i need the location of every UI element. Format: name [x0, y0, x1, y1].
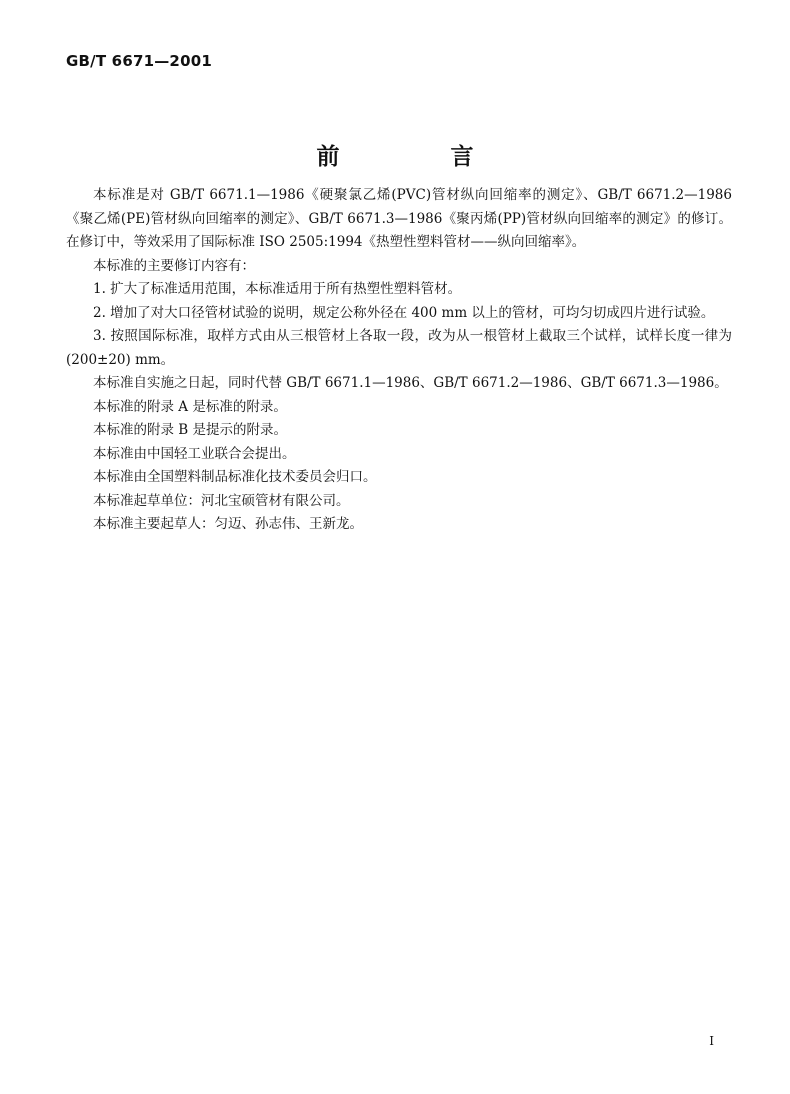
paragraph-drafting-unit: 本标准起草单位：河北宝硕管材有限公司。	[93, 492, 350, 509]
paragraph-proposed-by: 本标准由中国轻工业联合会提出。	[93, 445, 296, 462]
paragraph-revision-note: 本标准是对 GB/T 6671.1—1986《硬聚氯乙烯(PVC)管材纵向回缩率的测定》、GB/T 6671.2—1986《聚乙烯(PE)管材纵向回缩率的测定》、GB/T 6671.3—1986《聚丙烯(PP)管材纵向回缩率的测定》的修订。在修订中，等效采用了国际标准 ISO 2505:1994《热塑性塑料管材——纵向回缩率》。	[66, 187, 732, 250]
standard-code: GB/T 6671—2001	[66, 52, 212, 70]
paragraph-change-2: 2. 增加了对大口径管材试验的说明，规定公称外径在 400 mm 以上的管材，可均匀切成四片进行试验。	[93, 304, 715, 321]
foreword-body	[66, 184, 732, 537]
paragraph-annex-a: 本标准的附录 A 是标准的附录。	[93, 398, 287, 415]
paragraph-replaces: 本标准自实施之日起，同时代替 GB/T 6671.1—1986、GB/T 6671.2—1986、GB/T 6671.3—1986。	[93, 375, 728, 391]
paragraph-drafters: 本标准主要起草人：匀迈、孙志伟、王新龙。	[93, 516, 363, 532]
paragraph-annex-b: 本标准的附录 B 是提示的附录。	[93, 422, 288, 438]
paragraph-change-1: 1. 扩大了标准适用范围，本标准适用于所有热塑性塑料管材。	[93, 281, 462, 297]
page-number: I	[709, 1034, 714, 1048]
paragraph-change-3: 3. 按照国际标准，取样方式由从三根管材上各取一段，改为从一根管材上截取三个试样，试样长度一律为(200±20) mm。	[66, 328, 732, 368]
page-title: 前 言	[316, 144, 518, 170]
paragraph-main-changes-intro: 本标准的主要修订内容有：	[93, 257, 255, 274]
paragraph-centralized-by: 本标准由全国塑料制品标准化技术委员会归口。	[93, 469, 377, 485]
